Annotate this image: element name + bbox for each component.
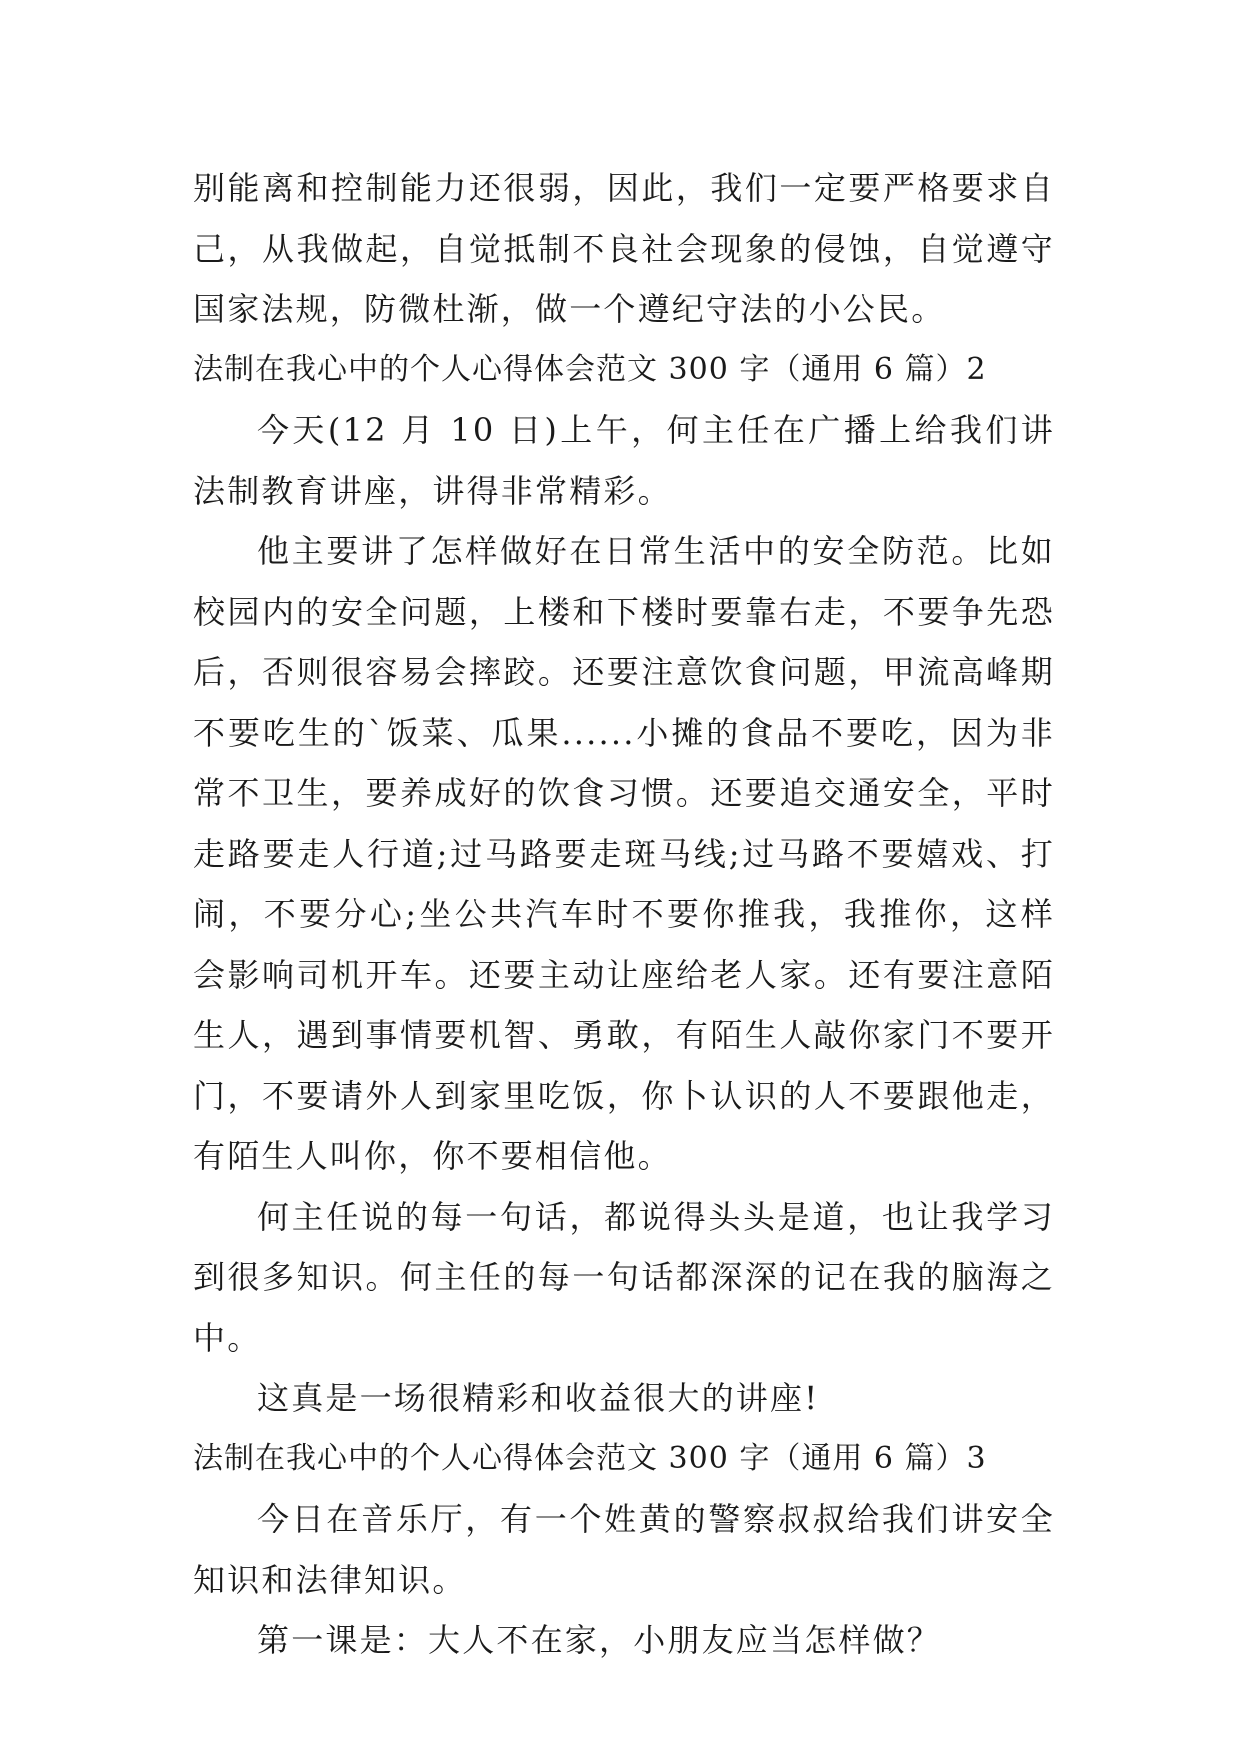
- paragraph-concert-hall: 今日在音乐厅，有一个姓黄的警察叔叔给我们讲安全知识和法律知识。: [193, 1500, 1055, 1599]
- section-heading-2: 法制在我心中的个人心得体会范文 300 字（通用 6 篇）2: [193, 351, 987, 387]
- paragraph-continuation: 别能离和控制能力还很弱，因此，我们一定要严格要求自己，从我做起，自觉抵制不良社会现象的侵蚀，自觉遵守国家法规，防微杜渐，做一个遵纪守法的小公民。: [193, 169, 1055, 328]
- document-body: [193, 158, 1055, 1671]
- paragraph-conclusion: 这真是一场很精彩和收益很大的讲座!: [257, 1379, 820, 1417]
- section-heading-3: 法制在我心中的个人心得体会范文 300 字（通用 6 篇）3: [193, 1440, 987, 1476]
- paragraph-lecture-intro: 今天(12 月 10 日)上午，何主任在广播上给我们讲法制教育讲座，讲得非常精彩。: [193, 411, 1055, 510]
- paragraph-first-lesson: 第一课是：大人不在家，小朋友应当怎样做？: [257, 1621, 942, 1659]
- paragraph-reflection: 何主任说的每一句话，都说得头头是道，也让我学习到很多知识。何主任的每一句话都深深的记在我的脑海之中。: [193, 1197, 1055, 1357]
- paragraph-safety-content: 他主要讲了怎样做好在日常生活中的安全防范。比如校园内的安全问题，上楼和下楼时要靠右走，不要争先恐后，否则很容易会摔跤。还要注意饮食问题，甲流高峰期不要吃生的`饭菜、瓜果......小摊的食品不要吃，因为非常不卫生，要养成好的饮食习惯。还要追交通安全，平时走路要走人行道;过马路要走斑马线;过马路不要嬉戏、打闹，不要分心;坐公共汽车时不要你推我，我推你，这样会影响司机开车。还要主动让座给老人家。还有要注意陌生人，遇到事情要机智、勇敢，有陌生人敲你家门不要开门，不要请外人到家里吃饭，你卜认识的人不要跟他走，有陌生人叫你，你不要相信他。: [193, 532, 1055, 1175]
